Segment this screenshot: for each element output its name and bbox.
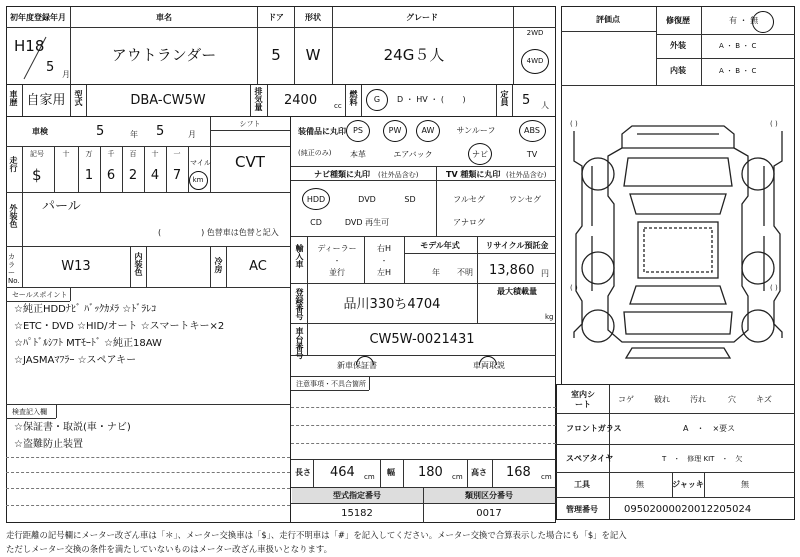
- col-divider: [496, 85, 497, 116]
- width-value: 180: [418, 465, 443, 480]
- new-warranty: 新車保証書: [337, 361, 377, 370]
- import-bottom-rule: [291, 283, 556, 284]
- mileage-symbol: $: [32, 166, 42, 184]
- interior-sheet-item: 穴: [728, 395, 736, 404]
- jack-label: ジャッキ: [672, 480, 704, 489]
- interior-grade-label: 内装: [670, 66, 686, 75]
- import-dealer: ディーラー: [317, 244, 357, 253]
- col-divider: [294, 7, 295, 84]
- exterior-color: パール: [42, 199, 81, 214]
- interior-sheet-item: 汚れ: [690, 395, 706, 404]
- equip-item: エアバック: [393, 150, 433, 159]
- import-left-handle: 左H: [376, 268, 392, 277]
- col-divider: [70, 85, 71, 116]
- shift-label-rule: [210, 130, 290, 131]
- mileage-symbol-label: 記号: [30, 150, 44, 158]
- sales-point-line: ☆ETC・DVD ☆HID/オート ☆スマートキー×2: [14, 321, 225, 332]
- col-divider: [364, 237, 365, 283]
- row2-bottom-rule: [6, 116, 556, 117]
- jack-value: 無: [741, 480, 749, 489]
- interior-sheet-item: 破れ: [654, 395, 670, 404]
- col-divider: [146, 247, 147, 287]
- navi-item: DVD: [358, 195, 376, 204]
- import-handle-separator: ・: [380, 257, 388, 265]
- eval-row-rule: [656, 34, 795, 35]
- repair-none-circle: [752, 11, 774, 33]
- shift-value: CVT: [235, 153, 265, 171]
- shift-divider: [210, 117, 211, 192]
- type-title-rule: [291, 503, 556, 504]
- col-divider: [257, 7, 258, 84]
- drive-4wd: 4WD: [526, 57, 544, 65]
- recycle-value: 13,860: [489, 263, 535, 278]
- model-label: 型式: [74, 90, 83, 106]
- height-unit: cm: [541, 473, 552, 481]
- col-divider: [22, 193, 23, 246]
- notes-title-underline: [291, 390, 369, 391]
- chassis-number: CW5W-0021431: [369, 332, 475, 347]
- car-damage-diagram: [562, 86, 794, 384]
- col-divider: [492, 460, 493, 487]
- col-divider: [188, 147, 189, 192]
- mileage-digit: 7: [172, 168, 182, 183]
- equipment-sublabel: (純正のみ): [298, 149, 332, 157]
- mileage-label: 走行: [9, 156, 18, 172]
- tv-title: TV 種類に丸印: [446, 170, 501, 179]
- import-label: 輸入車: [295, 244, 304, 268]
- inspector-ruled-line: [6, 505, 290, 506]
- col-divider: [332, 7, 333, 84]
- door-label: ドア: [268, 13, 284, 22]
- capacity-unit: 人: [541, 101, 549, 110]
- navi-title-note: (社外品含む): [378, 171, 419, 179]
- col-divider: [166, 147, 167, 192]
- model-year-label: モデル年式: [420, 241, 460, 250]
- col-divider: [467, 460, 468, 487]
- mileage-bottom-rule: [6, 192, 290, 193]
- inspector-ruled-line: [6, 488, 290, 489]
- notes-ruled-line: [291, 443, 556, 444]
- navi-tv-bottom-rule: [291, 236, 556, 237]
- interior-grade-options: A ・ B ・ C: [719, 67, 757, 75]
- km-label: km: [192, 176, 204, 184]
- mileage-unit-label: 千: [107, 150, 115, 158]
- vehicle-manual: 車両取説: [473, 361, 505, 370]
- inspector-ruled-line: [6, 472, 290, 473]
- notes-title-box: [369, 377, 370, 390]
- chassis-bottom-rule: [291, 355, 556, 356]
- height-label: 高さ: [471, 468, 487, 477]
- col-divider: [130, 247, 131, 287]
- svg-text:( ): ( ): [570, 284, 578, 292]
- sales-point-line: ☆JASMAﾏﾌﾗｰ ☆スペアキー: [14, 355, 137, 366]
- inspection-month-unit: 月: [188, 130, 196, 139]
- svg-text:( ): ( ): [770, 284, 778, 292]
- car-name-label: 車名: [156, 13, 172, 22]
- sales-title-underline: [6, 301, 70, 302]
- col-divider: [701, 7, 702, 85]
- inspection-bottom-rule: [6, 146, 290, 147]
- col-divider: [22, 147, 23, 192]
- tv-title-note: (社外品含む): [506, 171, 547, 179]
- equip-item: AW: [421, 126, 435, 135]
- spare-tire-label: スペアタイヤ: [566, 454, 614, 463]
- sales-points-title: セールスポイント: [12, 291, 68, 299]
- doors-value: 5: [271, 46, 281, 64]
- category-number-label: 類別区分番号: [465, 491, 513, 500]
- recycle-yen: 円: [541, 269, 549, 278]
- interior-sheet-rule: [556, 413, 795, 414]
- mileage-unit-label: 万: [85, 150, 93, 158]
- registration-bottom-rule: [291, 323, 556, 324]
- col-divider: [403, 460, 404, 487]
- col-divider: [404, 237, 405, 283]
- equip-item: TV: [526, 150, 538, 159]
- sales-bottom-rule: [6, 404, 290, 405]
- car-name-value: アウトランダー: [111, 46, 217, 64]
- equip-item: ナビ: [472, 150, 488, 159]
- displacement-value: 2400: [284, 93, 318, 108]
- eval-row-rule: [656, 58, 795, 59]
- equipment-bottom-rule: [291, 166, 556, 167]
- col-divider: [307, 284, 308, 355]
- import-dealer-separator: ・: [333, 257, 341, 265]
- col-divider: [361, 85, 362, 116]
- tv-item: フルセグ: [453, 195, 485, 204]
- col-divider: [512, 85, 513, 116]
- row2-top-rule: [6, 84, 556, 85]
- mileage-unit-label: 十: [151, 150, 159, 158]
- color-code-bottom-rule: [6, 287, 290, 288]
- chassis-label: 車台番号: [295, 327, 304, 359]
- col-divider: [267, 85, 268, 116]
- navi-tv-title-rule: [291, 180, 556, 181]
- ac-value: AC: [249, 259, 267, 274]
- sales-point-line: ☆ﾊﾟﾄﾞﾙｼﾌﾄ MTﾓｰﾄﾞ ☆純正18AW: [14, 338, 162, 349]
- col-divider: [22, 85, 23, 116]
- capacity-value: 5: [522, 93, 531, 108]
- col-divider: [70, 7, 71, 84]
- interior-sheet-label: 室内シート: [571, 390, 595, 410]
- repair-options: 有 ・ 無: [729, 16, 759, 25]
- inspector-title-box: [56, 405, 57, 418]
- first-reg-year: H18: [14, 37, 45, 55]
- row1-header-rule: [6, 27, 556, 28]
- navi-item: DVD 再生可: [344, 218, 390, 227]
- col-divider: [250, 85, 251, 116]
- type-designation-value: 15182: [341, 508, 373, 519]
- col-divider: [656, 7, 657, 85]
- col-divider: [477, 284, 478, 323]
- color-code-label: カラーNo.: [8, 253, 20, 286]
- tools-value: 無: [636, 480, 644, 489]
- equip-item: サンルーフ: [456, 126, 496, 135]
- interior-sheet-item: コゲ: [618, 395, 634, 404]
- navi-item: CD: [310, 218, 322, 227]
- spare-tire-rule: [556, 472, 795, 473]
- drive-2wd: 2WD: [526, 29, 544, 37]
- inspector-ruled-line: [6, 457, 290, 458]
- grade-label: グレード: [406, 13, 438, 22]
- col-divider: [307, 237, 308, 283]
- recycle-label: リサイクル預託金: [485, 241, 549, 250]
- exterior-label: 外装色: [9, 204, 18, 228]
- score-label-rule: [561, 31, 656, 32]
- inspector-title: 検査記入欄: [12, 408, 47, 416]
- ac-label: 冷房: [214, 257, 223, 273]
- navi-item: HDD: [306, 195, 326, 204]
- front-glass-rule: [556, 444, 795, 445]
- displacement-label: 排気量: [254, 87, 263, 111]
- color-code-value: W13: [61, 259, 91, 274]
- inspection-year: 5: [96, 124, 105, 139]
- category-label: 車歴: [9, 90, 18, 106]
- import-right-handle: 右H: [376, 244, 392, 253]
- col-divider: [477, 237, 478, 283]
- mile-label: マイル: [190, 159, 211, 167]
- type-designation-label: 型式指定番号: [333, 491, 381, 500]
- model-year-unknown: 不明: [457, 268, 473, 277]
- interior-sheet-item: キズ: [756, 395, 772, 404]
- mileage-digit: 2: [128, 168, 138, 183]
- col-divider: [100, 147, 101, 192]
- interior-color-label: 内装色: [134, 252, 143, 276]
- tools-label: 工具: [574, 480, 590, 489]
- displacement-unit: cc: [334, 102, 342, 110]
- sales-title-box: [70, 288, 71, 301]
- col-divider: [704, 473, 705, 497]
- equip-item: ABS: [524, 126, 540, 135]
- tools-rule: [556, 497, 795, 498]
- navi-title: ナビ種類に丸印: [314, 170, 370, 179]
- width-unit: cm: [452, 473, 463, 481]
- length-unit: cm: [364, 473, 375, 481]
- inspection-month: 5: [156, 124, 165, 139]
- col-divider: [86, 85, 87, 116]
- spare-tire-value: T ・ 修理 KIT ・ 欠: [662, 455, 743, 463]
- col-divider: [210, 247, 211, 287]
- col-divider: [22, 247, 23, 287]
- fuel-label: 燃料: [349, 90, 358, 106]
- svg-text:( ): ( ): [570, 120, 578, 128]
- model-year-unit: 年: [432, 268, 440, 277]
- dimensions-top-rule: [291, 459, 556, 460]
- left-right-divider: [290, 117, 291, 523]
- exterior-grade-options: A ・ B ・ C: [719, 42, 757, 50]
- model-value: DBA-CW5W: [130, 93, 206, 108]
- front-glass-value: A ・ ×要ス: [683, 424, 736, 433]
- max-load-unit: kg: [545, 313, 554, 321]
- col-divider: [122, 147, 123, 192]
- col-divider: [78, 147, 79, 192]
- exterior-bottom-rule: [6, 246, 290, 247]
- fuel-g: G: [373, 95, 381, 104]
- registration-number: 品川330ち4704: [343, 297, 441, 312]
- tv-item: アナログ: [453, 218, 485, 227]
- warranty-row-bottom-rule: [291, 376, 556, 377]
- col-divider: [345, 85, 346, 116]
- notes-ruled-line: [291, 425, 556, 426]
- mileage-unit-label: 一: [173, 150, 181, 158]
- mileage-digit: 1: [84, 168, 94, 183]
- import-parallel: 並行: [329, 268, 345, 277]
- year-diagonal-line: [6, 27, 70, 84]
- first-reg-month-unit: 月: [62, 70, 70, 79]
- model-year-title-rule: [404, 253, 556, 254]
- front-glass-label: フロントガラス: [566, 424, 622, 433]
- equip-item: 本革: [350, 150, 366, 159]
- shape-label: 形状: [305, 13, 321, 22]
- category-value: 自家用: [26, 93, 66, 108]
- shape-value: W: [305, 46, 321, 64]
- inspection-label: 車検: [32, 127, 48, 136]
- col-divider: [609, 385, 610, 519]
- first-reg-label: 初年度登録年月: [10, 13, 66, 22]
- notes-ruled-line: [291, 407, 556, 408]
- col-divider: [313, 460, 314, 487]
- management-label: 管理番号: [566, 505, 598, 514]
- notes-label: 注意事項・不具合箇所: [296, 380, 366, 388]
- management-value: 09502000020012205024: [624, 504, 752, 515]
- score-label: 評価点: [596, 15, 620, 24]
- fuel-others: D ・ HV ・ ( ): [397, 95, 466, 104]
- inspector-line: ☆盗難防止装置: [14, 439, 83, 450]
- col-divider: [54, 147, 55, 192]
- height-value: 168: [506, 465, 531, 480]
- sales-point-line: ☆純正HDDﾅﾋﾞ ﾊﾞｯｸｶﾒﾗ ☆ﾄﾞﾗﾚｺ: [14, 304, 157, 315]
- exterior-color-note: ( ) 色替車は色替と記入: [158, 228, 279, 237]
- inspector-title-underline: [6, 418, 56, 419]
- category-number-value: 0017: [476, 508, 502, 519]
- navi-item: SD: [404, 195, 416, 204]
- length-label: 長さ: [295, 468, 311, 477]
- navi-tv-divider: [436, 167, 437, 236]
- col-divider: [380, 460, 381, 487]
- col-divider: [226, 247, 227, 287]
- tv-item: ワンセグ: [509, 195, 541, 204]
- mileage-digit: 6: [106, 168, 116, 183]
- capacity-label: 定員: [500, 90, 509, 106]
- grade-value: 24G５人: [383, 46, 445, 64]
- shift-label: シフト: [239, 120, 261, 128]
- repair-label: 修復歴: [666, 16, 690, 25]
- width-label: 幅: [387, 468, 395, 477]
- registration-label: 登録番号: [295, 288, 304, 320]
- exterior-grade-label: 外装: [670, 41, 686, 50]
- mileage-unit-label: 十: [62, 150, 70, 158]
- footer-note-2: ただしメーター交換の条件を満たしていないものはメーター改ざん車扱いとなります。: [6, 544, 332, 554]
- footer-note-1: 走行距離の記号欄にメーター改ざん車は「＊」、メーター交換車は「$」、走行不明車は「#」を記入してください。メーター交換で合算表示した場合にも「$」を記入: [6, 530, 627, 540]
- col-divider: [513, 7, 514, 84]
- equip-item: PS: [353, 126, 363, 135]
- svg-text:( ): ( ): [770, 120, 778, 128]
- mileage-unit-label: 百: [129, 150, 137, 158]
- length-value: 464: [330, 465, 355, 480]
- mileage-digit: 4: [150, 168, 160, 183]
- equipment-label: 装備品に丸印: [298, 127, 346, 136]
- equip-item: PW: [388, 126, 402, 135]
- col-divider: [144, 147, 145, 192]
- inspection-year-unit: 年: [130, 130, 138, 139]
- max-load-label: 最大積載量: [497, 287, 537, 296]
- inspector-line: ☆保証書・取説(車・ナビ): [14, 422, 131, 433]
- first-reg-month: 5: [46, 60, 55, 75]
